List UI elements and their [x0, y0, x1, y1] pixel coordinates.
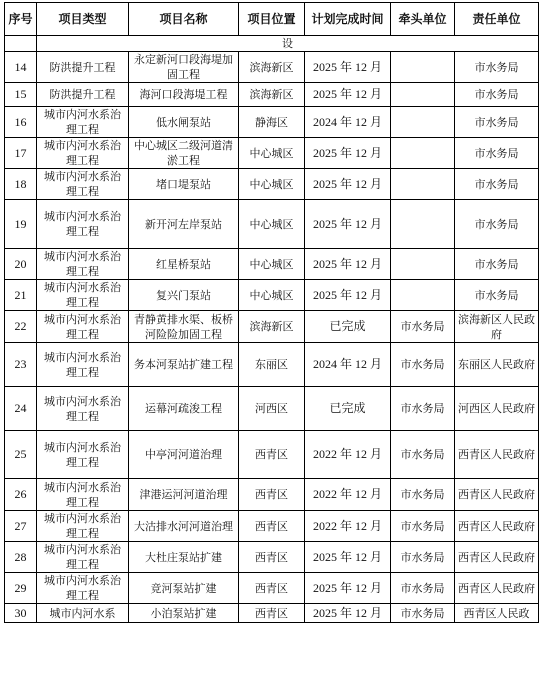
table-row — [5, 249, 539, 280]
cell-name: 中心城区二级河道清淤工程 — [129, 138, 239, 169]
cell-name: 小泊泵站扩建 — [129, 604, 239, 623]
cell-name: 海河口段海堤工程 — [129, 83, 239, 107]
cell-no: 27 — [5, 511, 37, 542]
cell-resp: 西青区人民政府 — [455, 542, 539, 573]
cell-resp: 西青区人民政府 — [455, 511, 539, 542]
section-cell-blank — [5, 36, 37, 52]
cell-type: 城市内河水系治理工程 — [37, 107, 129, 138]
cell-date: 2025 年 12 月 — [305, 169, 391, 200]
cell-lead — [391, 200, 455, 249]
cell-type: 防洪提升工程 — [37, 52, 129, 83]
table-row — [5, 169, 539, 200]
header-name: 项目名称 — [129, 3, 239, 36]
cell-type: 城市内河水系治理工程 — [37, 249, 129, 280]
cell-lead: 市水务局 — [391, 387, 455, 431]
cell-date: 2025 年 12 月 — [305, 52, 391, 83]
cell-no: 25 — [5, 431, 37, 479]
cell-location: 中心城区 — [239, 169, 305, 200]
cell-no: 24 — [5, 387, 37, 431]
cell-name: 竞河泵站扩建 — [129, 573, 239, 604]
cell-resp: 西青区人民政府 — [455, 573, 539, 604]
cell-name: 复兴门泵站 — [129, 280, 239, 311]
header-resp: 责任单位 — [455, 3, 539, 36]
section-label: 设 — [37, 36, 539, 52]
table-row — [5, 138, 539, 169]
cell-date: 2022 年 12 月 — [305, 479, 391, 511]
table-row — [5, 573, 539, 604]
header-location: 项目位置 — [239, 3, 305, 36]
cell-lead: 市水务局 — [391, 431, 455, 479]
cell-location: 滨海新区 — [239, 83, 305, 107]
cell-location: 西青区 — [239, 431, 305, 479]
cell-resp: 西青区人民政府 — [455, 479, 539, 511]
cell-no: 18 — [5, 169, 37, 200]
cell-location: 西青区 — [239, 604, 305, 623]
cell-date: 已完成 — [305, 311, 391, 343]
cell-no: 15 — [5, 83, 37, 107]
table-row — [5, 107, 539, 138]
table-row — [5, 479, 539, 511]
cell-location: 西青区 — [239, 542, 305, 573]
cell-name: 津港运河河道治理 — [129, 479, 239, 511]
cell-lead: 市水务局 — [391, 511, 455, 542]
cell-date: 2025 年 12 月 — [305, 200, 391, 249]
cell-type: 城市内河水系治理工程 — [37, 169, 129, 200]
cell-date: 2022 年 12 月 — [305, 431, 391, 479]
cell-type: 防洪提升工程 — [37, 83, 129, 107]
cell-no: 23 — [5, 343, 37, 387]
table-row — [5, 52, 539, 83]
cell-date: 2025 年 12 月 — [305, 249, 391, 280]
cell-name: 永定新河口段海堤加固工程 — [129, 52, 239, 83]
cell-date: 2025 年 12 月 — [305, 542, 391, 573]
project-table-page — [4, 2, 538, 623]
cell-no: 20 — [5, 249, 37, 280]
cell-type: 城市内河水系治理工程 — [37, 200, 129, 249]
cell-location: 西青区 — [239, 511, 305, 542]
cell-type: 城市内河水系治理工程 — [37, 573, 129, 604]
cell-no: 14 — [5, 52, 37, 83]
cell-location: 滨海新区 — [239, 52, 305, 83]
cell-lead — [391, 52, 455, 83]
cell-location: 中心城区 — [239, 249, 305, 280]
table-row — [5, 311, 539, 343]
table-row — [5, 83, 539, 107]
cell-resp: 市水务局 — [455, 83, 539, 107]
cell-no: 16 — [5, 107, 37, 138]
cell-resp: 河西区人民政府 — [455, 387, 539, 431]
cell-lead — [391, 138, 455, 169]
table-row — [5, 542, 539, 573]
cell-date: 2022 年 12 月 — [305, 511, 391, 542]
cell-name: 低水闸泵站 — [129, 107, 239, 138]
table-row — [5, 343, 539, 387]
cell-no: 21 — [5, 280, 37, 311]
table-row — [5, 200, 539, 249]
cell-date: 2025 年 12 月 — [305, 573, 391, 604]
cell-lead: 市水务局 — [391, 604, 455, 623]
cell-location: 河西区 — [239, 387, 305, 431]
cell-type: 城市内河水系治理工程 — [37, 479, 129, 511]
cell-date: 已完成 — [305, 387, 391, 431]
cell-lead: 市水务局 — [391, 573, 455, 604]
cell-location: 滨海新区 — [239, 311, 305, 343]
cell-resp: 市水务局 — [455, 52, 539, 83]
cell-resp: 滨海新区人民政府 — [455, 311, 539, 343]
cell-date: 2025 年 12 月 — [305, 138, 391, 169]
cell-location: 西青区 — [239, 479, 305, 511]
cell-name: 青静黄排水渠、板桥河险险加固工程 — [129, 311, 239, 343]
cell-location: 西青区 — [239, 573, 305, 604]
cell-name: 新开河左岸泵站 — [129, 200, 239, 249]
cell-resp: 东丽区人民政府 — [455, 343, 539, 387]
header-lead: 牵头单位 — [391, 3, 455, 36]
cell-no: 22 — [5, 311, 37, 343]
cell-location: 东丽区 — [239, 343, 305, 387]
cell-no: 29 — [5, 573, 37, 604]
cell-no: 30 — [5, 604, 37, 623]
cell-type: 城市内河水系治理工程 — [37, 280, 129, 311]
header-row — [5, 3, 539, 36]
cell-type: 城市内河水系治理工程 — [37, 138, 129, 169]
cell-type: 城市内河水系治理工程 — [37, 511, 129, 542]
table-row — [5, 387, 539, 431]
cell-resp: 市水务局 — [455, 280, 539, 311]
cell-resp: 市水务局 — [455, 107, 539, 138]
cell-type: 城市内河水系治理工程 — [37, 542, 129, 573]
cell-name: 大沽排水河河道治理 — [129, 511, 239, 542]
cell-name: 堵口堤泵站 — [129, 169, 239, 200]
cell-location: 中心城区 — [239, 200, 305, 249]
cell-lead — [391, 249, 455, 280]
cell-date: 2025 年 12 月 — [305, 604, 391, 623]
header-type: 项目类型 — [37, 3, 129, 36]
cell-location: 中心城区 — [239, 280, 305, 311]
cell-lead: 市水务局 — [391, 542, 455, 573]
cell-resp: 西青区人民政府 — [455, 431, 539, 479]
cell-no: 17 — [5, 138, 37, 169]
cell-no: 19 — [5, 200, 37, 249]
cell-date: 2025 年 12 月 — [305, 280, 391, 311]
cell-location: 静海区 — [239, 107, 305, 138]
cell-location: 中心城区 — [239, 138, 305, 169]
cell-name: 运幕河疏浚工程 — [129, 387, 239, 431]
cell-name: 大杜庄泵站扩建 — [129, 542, 239, 573]
cell-lead: 市水务局 — [391, 343, 455, 387]
cell-lead: 市水务局 — [391, 479, 455, 511]
cell-name: 务本河泵站扩建工程 — [129, 343, 239, 387]
cell-no: 26 — [5, 479, 37, 511]
cell-lead — [391, 83, 455, 107]
cell-resp: 市水务局 — [455, 169, 539, 200]
cell-type: 城市内河水系 — [37, 604, 129, 623]
cell-resp: 市水务局 — [455, 200, 539, 249]
cell-date: 2025 年 12 月 — [305, 83, 391, 107]
cell-name: 中亭河河道治理 — [129, 431, 239, 479]
cell-lead: 市水务局 — [391, 311, 455, 343]
cell-type: 城市内河水系治理工程 — [37, 343, 129, 387]
header-date: 计划完成时间 — [305, 3, 391, 36]
cell-lead — [391, 169, 455, 200]
cell-date: 2024 年 12 月 — [305, 343, 391, 387]
section-row — [5, 36, 539, 52]
header-no: 序号 — [5, 3, 37, 36]
table-row — [5, 511, 539, 542]
table-row — [5, 431, 539, 479]
cell-resp: 市水务局 — [455, 249, 539, 280]
cell-date: 2024 年 12 月 — [305, 107, 391, 138]
cell-lead — [391, 107, 455, 138]
cell-resp: 市水务局 — [455, 138, 539, 169]
table-row — [5, 604, 539, 623]
cell-resp: 西青区人民政 — [455, 604, 539, 623]
cell-type: 城市内河水系治理工程 — [37, 387, 129, 431]
cell-type: 城市内河水系治理工程 — [37, 431, 129, 479]
cell-name: 红星桥泵站 — [129, 249, 239, 280]
cell-type: 城市内河水系治理工程 — [37, 311, 129, 343]
cell-lead — [391, 280, 455, 311]
project-table — [4, 2, 539, 623]
cell-no: 28 — [5, 542, 37, 573]
table-row — [5, 280, 539, 311]
